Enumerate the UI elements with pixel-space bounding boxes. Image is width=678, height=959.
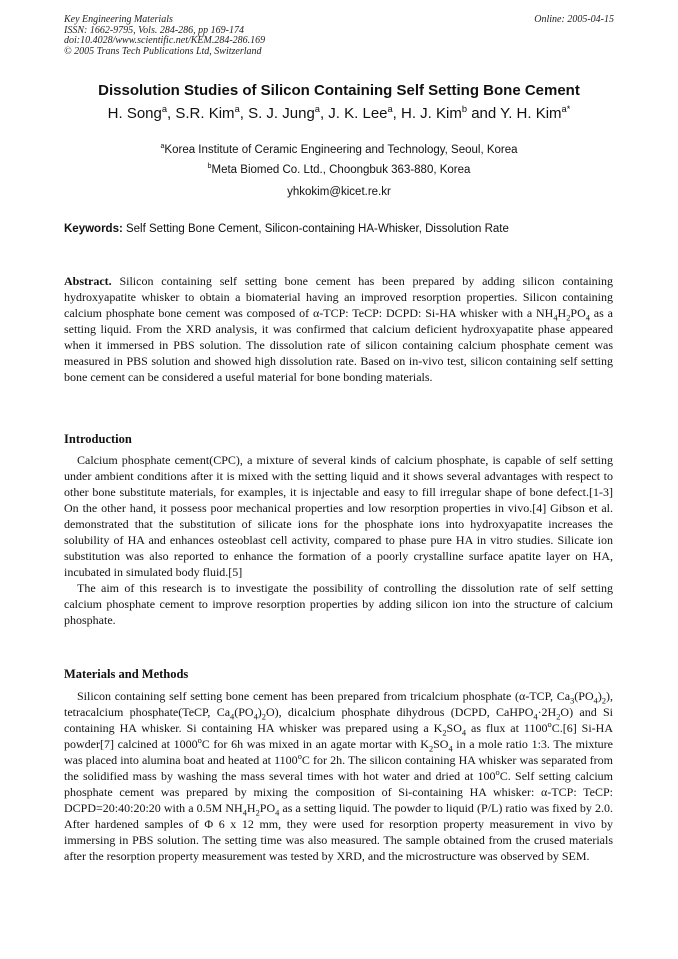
corresponding-email[interactable]: yhkokim@kicet.re.kr xyxy=(287,186,391,198)
paper-title: Dissolution Studies of Silicon Containing Self Setting Bone Cement xyxy=(98,82,580,99)
author-affiliation-mark: b xyxy=(461,104,468,114)
paragraph: Calcium phosphate cement(CPC), a mixture of several kinds of calcium phosphate, is capable of self setting under ambient conditions after it is mixed with the setting liquid and it shows several advantages with respect to other bone substitute materials, for examples, it is injectable and easy to fill irregular shape of bone defect.[1-3] On the other hand, it possess poor mechanical properties and low resorption properties in vivo.[4] Gibson et al. demonstrated that the substitution of silicate ions for the phosphate ions into hydroxyapatite increases the solubility of HA and enhances osteoblast cell activity, compared to phase pure HA in vitro studies. Silicate ion substitution was also reported to enhance the formation of a poorly crystalline surface apatite layer on HA, incubated in simulated body fluid.[5] xyxy=(64,453,613,579)
author-name: J. K. Lee xyxy=(328,105,388,122)
author-affiliation-mark: a xyxy=(387,104,393,114)
section-heading-introduction: Introduction xyxy=(64,432,132,446)
author-name: H. Song xyxy=(107,105,162,122)
online-date: Online: 2005-04-15 xyxy=(534,14,614,25)
affiliation-a: $^a$Korea Institute of Ceramic Engineering and Technology, Seoul, Korea xyxy=(160,142,518,156)
abstract: Abstract. Silicon containing self setting bone cement has been prepared by adding silicon containing hydroxyapatite whisker to obtain a biomaterial having an improved resorption properties. Silicon containing calcium phosphate bone cement was composed of α-TCP: TeCP: DCPD: Si-HA whisker with a $NH_4H_2PO_4$ as a setting liquid. From the XRD analysis, it was confirmed that calcium deficient hydroxyapatite phase appeared when it immersed in PBS solution. The dissolution rate of silicon containing calcium phosphate cement was measured in PBS solution and showed high dissolution rate. Based on in-vivo test, silicon containing self setting bone cement can be considered a useful material for bone bonding materials. xyxy=(64,274,613,384)
introduction-body xyxy=(64,452,613,628)
author-name: S.R. Kim xyxy=(175,105,235,122)
author-name: Y. H. Kim xyxy=(500,105,562,122)
keywords-label: Keywords: xyxy=(64,223,123,235)
author-affiliation-mark: a xyxy=(314,104,320,114)
author-name: S. J. Jung xyxy=(248,105,315,122)
author-affiliation-mark: a xyxy=(234,104,240,114)
affiliation-b: $^b$Meta Biomed Co. Ltd., Choongbuk 363-880, Korea xyxy=(207,162,471,176)
issn-line: ISSN: 1662-9795, Vols. 284-286, pp 169-174 xyxy=(64,24,244,36)
copyright-line: © 2005 Trans Tech Publications Ltd, Switzerland xyxy=(64,45,262,57)
paragraph: The aim of this research is to investigate the possibility of controlling the dissolution rate of self setting calcium phosphate cement to improve resorption properties by adding silicon ion into the structure of calcium phosphate. xyxy=(64,581,613,627)
abstract-label: Abstract. xyxy=(64,274,112,288)
paragraph: Silicon containing self setting bone cement has been prepared from tricalcium phosphate (α-TCP, $Ca_3(PO_4)_2$), tetracalcium phosphate(TeCP, $Ca_4(PO_4)_2O$), dicalcium phosphate dihydrous (DCPD, $CaHPO_4\cdot 2H_2O$) and Si containing HA whisker. Si containing HA whisker was prepared using a $K_2SO_4$ as flux at 1100$^o$C.[6] Si-HA powder[7] calcined at 1000$^o$C for 6h was mixed in an agate mortar with $K_2SO_4$ in a mole ratio 1:3. The mixture was placed into alumina boat and heated at 1100$^o$C for 2h. The silicon containing HA whisker was separated from the solidified mass by washing the mass several times with hot water and dried at 100$^o$C. Self setting calcium phosphate cement was prepared by mixing the composition of Si-containing HA whisker: α-TCP: TeCP: DCPD=20:40:20:20 with a 0.5M $NH_4H_2PO_4$ as a setting liquid. The powder to liquid (P/L) ratio was fixed by 2.0. After hardened samples of Φ 6 x 12 mm, they were used for resorption property measurement in vivo by immersing in PBS solution. The setting time was also measured. The sample obtained from the crused materials after the resorption property measurement was tested by XRD, and the microstructure was observed by SEM. xyxy=(64,689,614,863)
doi-line: doi:10.4028/www.scientific.net/KEM.284-286.169 xyxy=(64,35,266,47)
keywords xyxy=(64,222,624,236)
journal-name: Key Engineering Materials xyxy=(64,14,173,25)
section-heading-methods: Materials and Methods xyxy=(64,667,189,681)
author-affiliation-mark: a* xyxy=(561,104,571,114)
keywords-text: Self Setting Bone Cement, Silicon-containing HA-Whisker, Dissolution Rate xyxy=(122,223,509,235)
author-list: H. Song$^a$, S.R. Kim$^a$, S. J. Jung$^a$, J. K. Lee$^a$, H. J. Kim$^b$ and Y. H. Kim$^{a*}$ xyxy=(107,104,571,122)
author-name: H. J. Kim xyxy=(401,105,462,122)
methods-body xyxy=(64,688,613,864)
author-affiliation-mark: a xyxy=(161,104,168,114)
journal-header xyxy=(64,15,614,57)
